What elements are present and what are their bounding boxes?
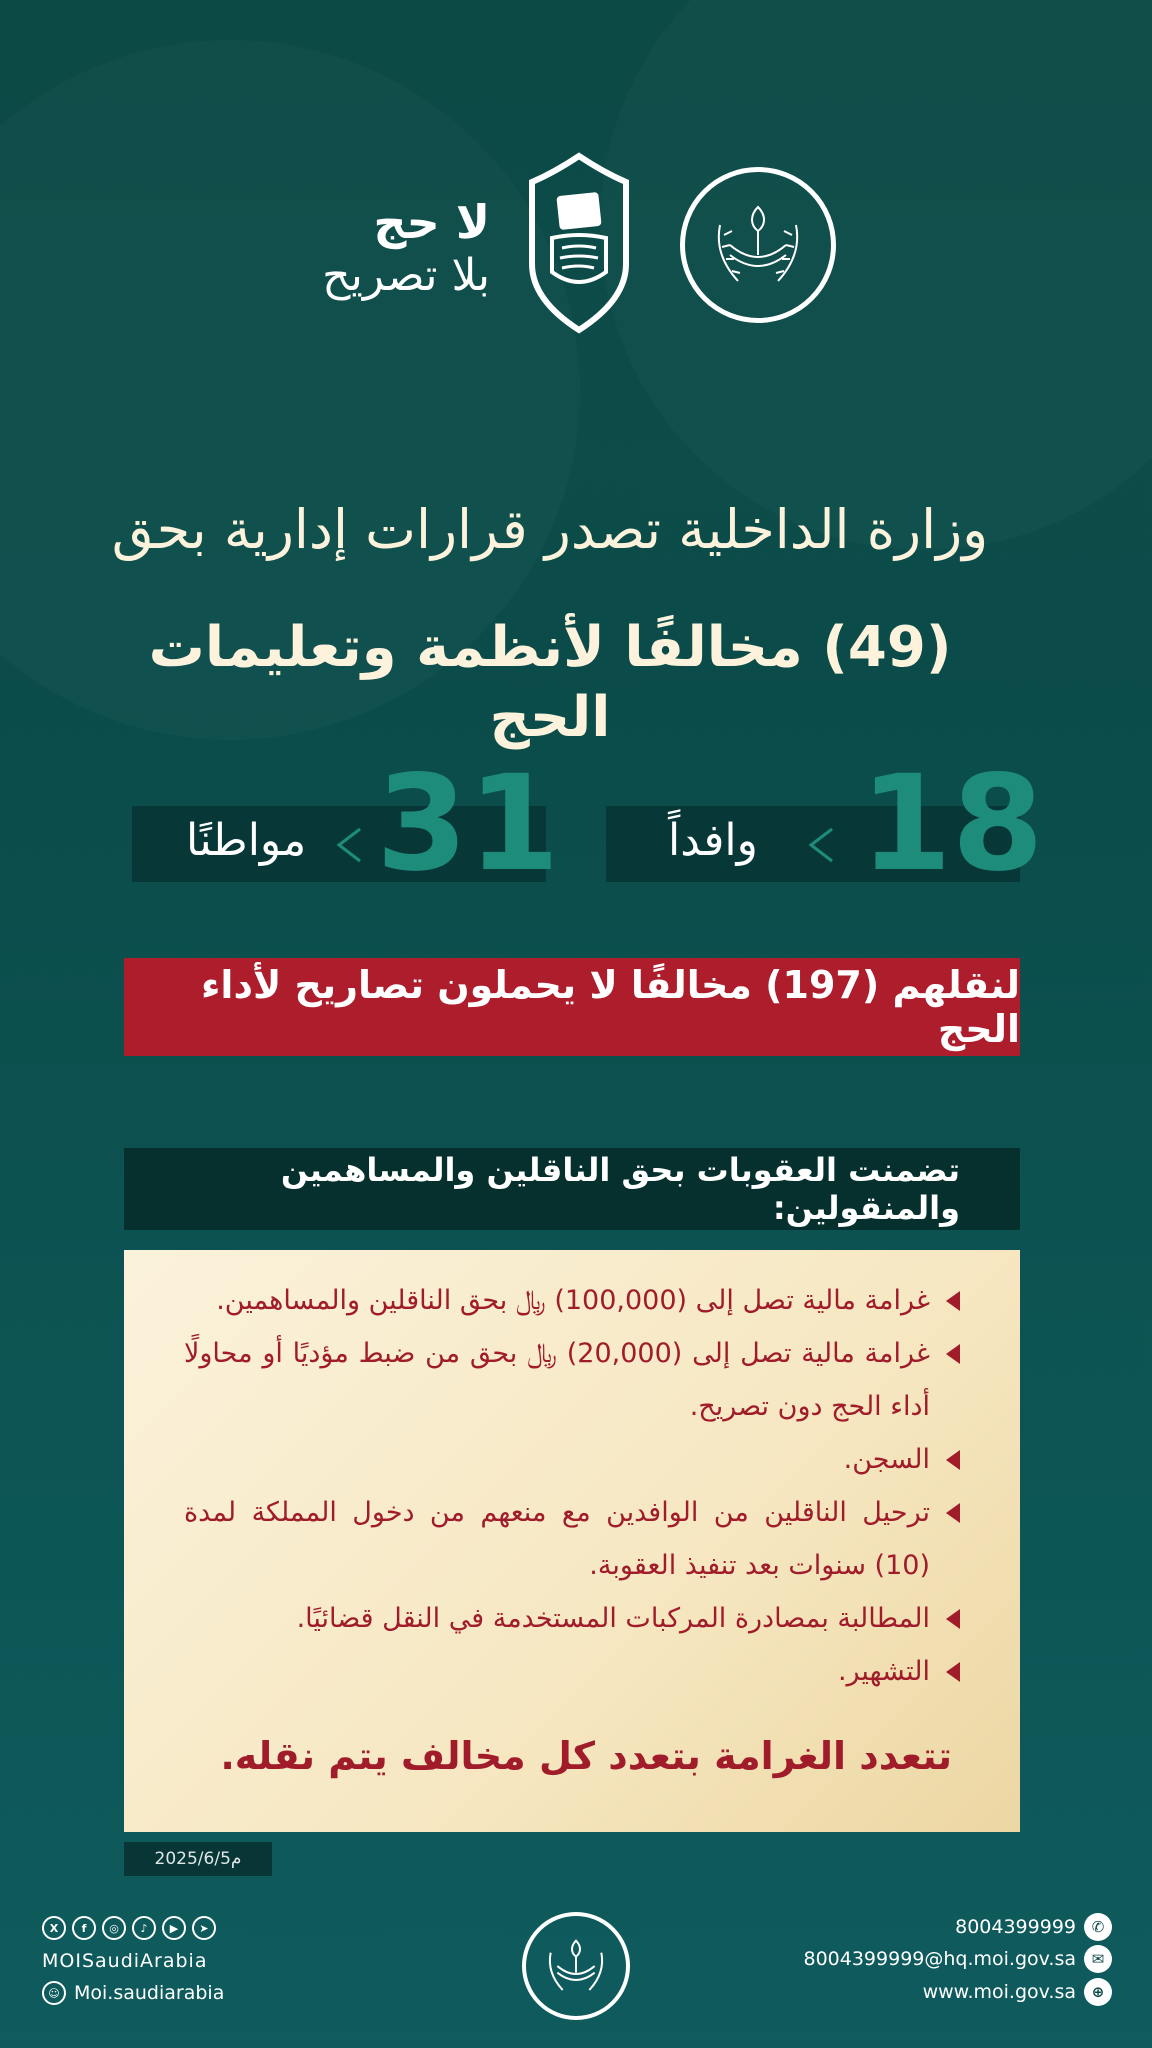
slogan-line1: لا حج <box>373 195 490 249</box>
list-item: ترحيل الناقلين من الوافدين مع منعهم من دخول المملكة لمدة (10) سنوات بعد تنفيذ العقوبة. <box>184 1486 960 1592</box>
bullet-triangle-icon <box>946 1662 960 1682</box>
list-item: غرامة مالية تصل إلى (100,000) ﷼ بحق الناقلين والمساهمين. <box>184 1274 960 1327</box>
social-handle[interactable]: MOISaudiArabia <box>42 1950 208 1972</box>
stat-label-citizens: مواطنًا <box>186 815 307 866</box>
x-icon[interactable]: X <box>42 1916 66 1940</box>
instagram-icon[interactable]: ◎ <box>102 1916 126 1940</box>
no-hajj-without-permit-logo <box>524 152 634 334</box>
slogan-line2: بلا تصريح <box>322 250 490 302</box>
list-item: المطالبة بمصادرة المركبات المستخدمة في النقل قضائيًا. <box>184 1592 960 1645</box>
penalties-panel <box>124 1250 1020 1832</box>
stat-number-residents: 18 <box>860 747 1044 901</box>
date-label: 2025/6/5م <box>124 1842 272 1876</box>
phone-icon: ✆ <box>1084 1913 1112 1941</box>
violators-banner: لنقلهم (197) مخالفًا لا يحملون تصاريح لأداء الحج <box>124 958 1020 1056</box>
list-item: السجن. <box>184 1433 960 1486</box>
moi-emblem-logo <box>680 167 836 323</box>
email-icon: ✉ <box>1084 1945 1112 1973</box>
bullet-triangle-icon <box>946 1609 960 1629</box>
penalties-list <box>184 1274 960 1698</box>
youtube-icon[interactable]: ▶ <box>162 1916 186 1940</box>
stat-number-citizens: 31 <box>376 747 560 901</box>
closing-note: تتعدد الغرامة بتعدد كل مخالف يتم نقله. <box>220 1734 952 1778</box>
headline-line1: وزارة الداخلية تصدر قرارات إدارية بحق <box>111 498 989 561</box>
arrow-left-icon <box>808 827 834 863</box>
penalties-title: تضمنت العقوبات بحق الناقلين والمساهمين والمنقولين: <box>124 1148 1020 1230</box>
arrow-left-icon <box>336 827 362 863</box>
headline-line2: (49) مخالفًا لأنظمة وتعليمات الحج <box>148 615 952 750</box>
bullet-triangle-icon <box>946 1503 960 1523</box>
list-item: غرامة مالية تصل إلى (20,000) ﷼ بحق من ضبط مؤديًا أو محاولًا أداء الحج دون تصريح. <box>184 1327 960 1433</box>
facebook-icon[interactable]: f <box>72 1916 96 1940</box>
stat-label-residents: وافداً <box>668 815 758 866</box>
snapchat-handle[interactable]: Moi.saudiarabia <box>74 1982 225 2004</box>
phone-number[interactable]: 8004399999 <box>955 1916 1076 1938</box>
globe-icon: ⊕ <box>1084 1978 1112 2006</box>
email-address[interactable]: 8004399999@hq.moi.gov.sa <box>803 1948 1076 1970</box>
bullet-triangle-icon <box>946 1344 960 1364</box>
bullet-triangle-icon <box>946 1291 960 1311</box>
bullet-triangle-icon <box>946 1450 960 1470</box>
moi-emblem-logo <box>522 1912 630 2020</box>
website-link[interactable]: www.moi.gov.sa <box>922 1981 1076 2003</box>
snapchat-icon[interactable]: ☺ <box>42 1981 66 2005</box>
background-shape <box>600 0 1152 550</box>
telegram-icon[interactable]: ➤ <box>192 1916 216 1940</box>
tiktok-icon[interactable]: ♪ <box>132 1916 156 1940</box>
headline <box>90 495 1010 753</box>
slogan <box>250 195 490 303</box>
list-item: التشهير. <box>184 1645 960 1698</box>
social-icons <box>42 1916 216 1940</box>
